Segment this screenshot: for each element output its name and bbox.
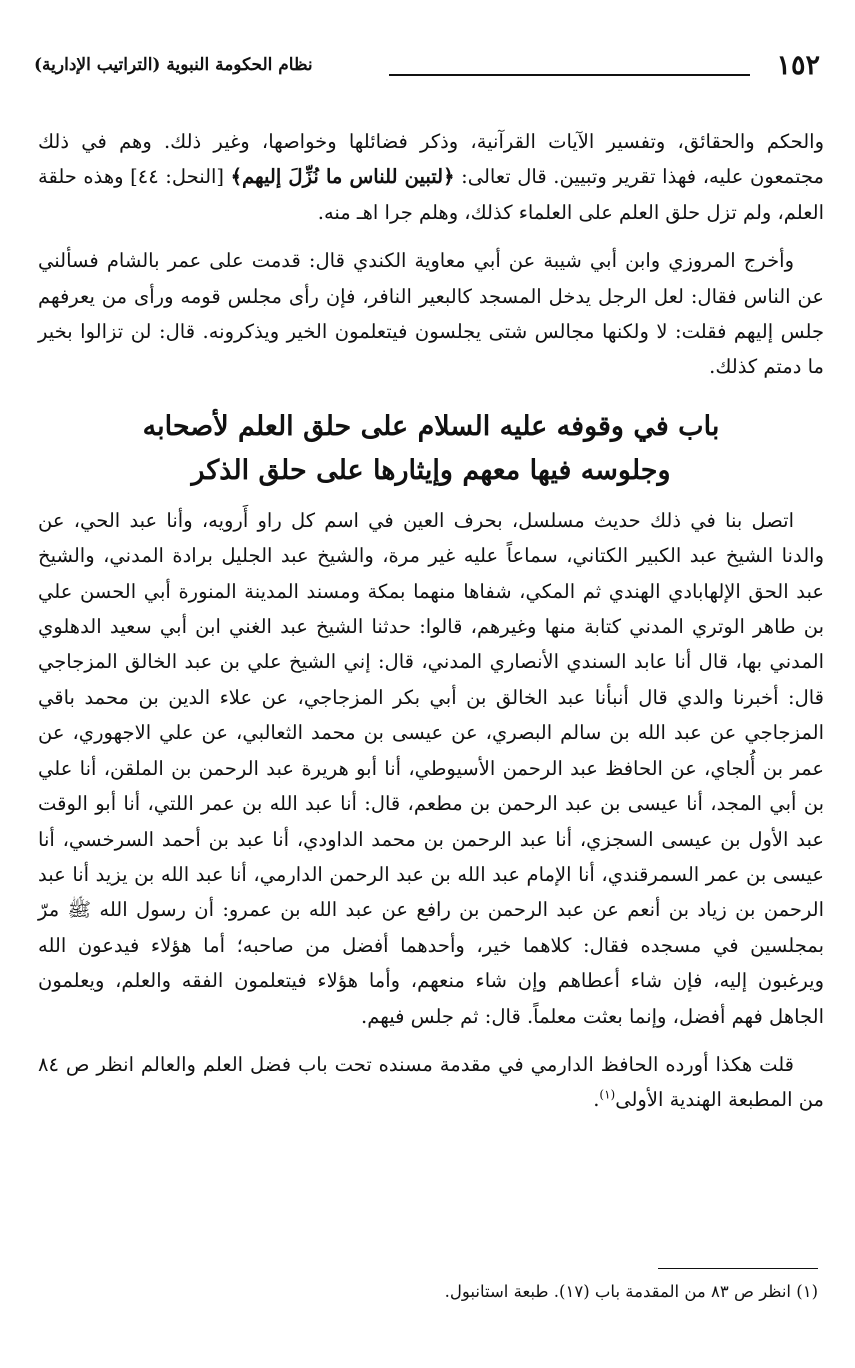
chapter-heading-line-2: وجلوسه فيها معهم وإيثارها على حلق الذكر (191, 454, 671, 486)
line: ويذكرونه. قال: لن تزالوا بخير ما دمتم كذلك. (38, 320, 824, 379)
line: سالم البصري، عن عيسى بن محمد الثعالبي، عن علي الاجهوري، عن عمر بن أُلجاي، (38, 721, 825, 780)
line: الدارمي، أنا عبد الله بن يزيد أنا عبد الرحمن بن زياد بن أنعم عن عبد الرحمن بن رافع عن (38, 862, 824, 922)
running-title: نظام الحكومة النبوية (التراتيب الإدارية) (34, 55, 313, 75)
page-body (38, 124, 824, 1118)
page-header (34, 50, 820, 86)
paragraph-isnad (38, 503, 824, 1034)
line: اتصل بنا في ذلك حديث مسلسل، بحرف العين في اسم كل راو أَرويه، وأنا عبد (129, 508, 795, 532)
line: وأخرج المروزي وابن أبي شيبة عن أبي معاوية الكندي قال: قدمت على عمر بالشام (106, 249, 795, 273)
line: [النحل: (165, 165, 225, 189)
page-number: ١٥٢ (776, 50, 820, 81)
line: ٤٤] وهذه حلقة العلم، ولم تزل حلق العلم على العلماء كذلك، وهلم جرا اهـ منه. (38, 165, 824, 224)
line: وأحدهما أفضل من صاحبه؛ أما هؤلاء فيدعون الله ويرغبون إليه، فإن شاء أعطاهم وإن شاء (38, 933, 824, 993)
header-rule (389, 74, 750, 76)
quran-quote: ﴿لتبين للناس ما نُزِّلَ إليهم﴾ (230, 165, 455, 189)
paragraph-note (38, 1047, 824, 1118)
line: قلت هكذا أورده الحافظ الدارمي في مقدمة مسنده تحت باب فضل العلم والعالم (140, 1052, 794, 1076)
line: المدني، قال: إني الشيخ علي بن عبد الخالق المزجاجي قال: أخبرنا والدي قال أنبأنا عبد (38, 650, 825, 709)
chapter-heading-line-1: باب في وقوفه عليه السلام على حلق العلم لأصحابه (142, 410, 720, 442)
line: عبد الله بن عمرو: أن رسول الله ﷺ مرّ بمجلسين في مسجده فقال: كلاهما خير، (38, 898, 824, 957)
paragraph-marwazi (38, 243, 824, 385)
line: المجد، أنا عيسى بن عبد الرحمن بن مطعم، قال: أنا عبد الله بن عمر اللتي، أنا أبو (95, 792, 763, 816)
line: عن الحافظ عبد الرحمن الأسيوطي، أنا أبو هريرة عبد الرحمن بن الملقن، أنا علي بن أبي (38, 756, 824, 816)
line: الشيخ عبد الغني ابن أبي سعيد الدهلوي المدني بها، قال أنا عابد السندي الأنصاري (38, 615, 825, 674)
footnote-rule (658, 1268, 818, 1269)
line: برادة المدني، والشيخ عبد الحق الإلهابادي الهندي ثم المكي، شفاها منهما بمكة ومسند (38, 544, 825, 603)
line: فسألني عن الناس فقال: لعل الرجل يدخل المسجد كالبعير النافر، فإن رأى مجلس قومه (38, 249, 824, 308)
line: منعهم، وأما هؤلاء فيتعلمون الفقه والعلم، ويعلمون الجاهل فهم أفضل، وإنما بعثت (38, 969, 824, 1028)
line: الحي، عن والدنا الشيخ عبد الكبير الكتاني، سماعاً عليه غير مرة، والشيخ عبد الجليل (38, 508, 824, 568)
line: انظر ص ٨٤ من المطبعة الهندية الأولى (38, 1052, 824, 1112)
footnote-reference[interactable]: (١) (599, 1087, 616, 1102)
line: المدينة المنورة أبي الحسن علي بن طاهر الوتري المدني كتابة منها وغيرهم، قالوا: حدثنا (38, 579, 824, 639)
line: الخالق بن أبي بكر المزجاجي، عن علاء الدين بن محمد باقي المزجاجي عن عبد الله بن (38, 685, 825, 745)
line: ذلك مجتمعون عليه، فهذا تقرير وتبيين. قال تعالى: (38, 130, 824, 189)
paragraph-continuation (38, 124, 824, 230)
line: والحكم والحقائق، وتفسير الآيات القرآنية، وذكر فضائلها وخواصها، وغير ذلك. وهم في (81, 130, 824, 153)
line: أحمد السرخسي، أنا عيسى بن عمر السمرقندي، أنا الإمام عبد الله بن عبد الرحمن (38, 827, 824, 886)
footnote: (١) انظر ص ٨٣ من المقدمة باب (١٧). طبعة استانبول. (444, 1282, 818, 1301)
line: ورأى من يعرفهم جلس إليهم فقلت: لا ولكنها مجالس شتى يجلسون فيتعلمون الخير (38, 284, 824, 344)
line: الوقت عبد الأول بن عيسى السجزي، أنا عبد الرحمن بن محمد الداودي، أنا عبد بن (38, 792, 824, 851)
line-end: . (593, 1088, 600, 1112)
line: معلماً. قال: ثم جلس فيهم. (361, 1004, 577, 1028)
